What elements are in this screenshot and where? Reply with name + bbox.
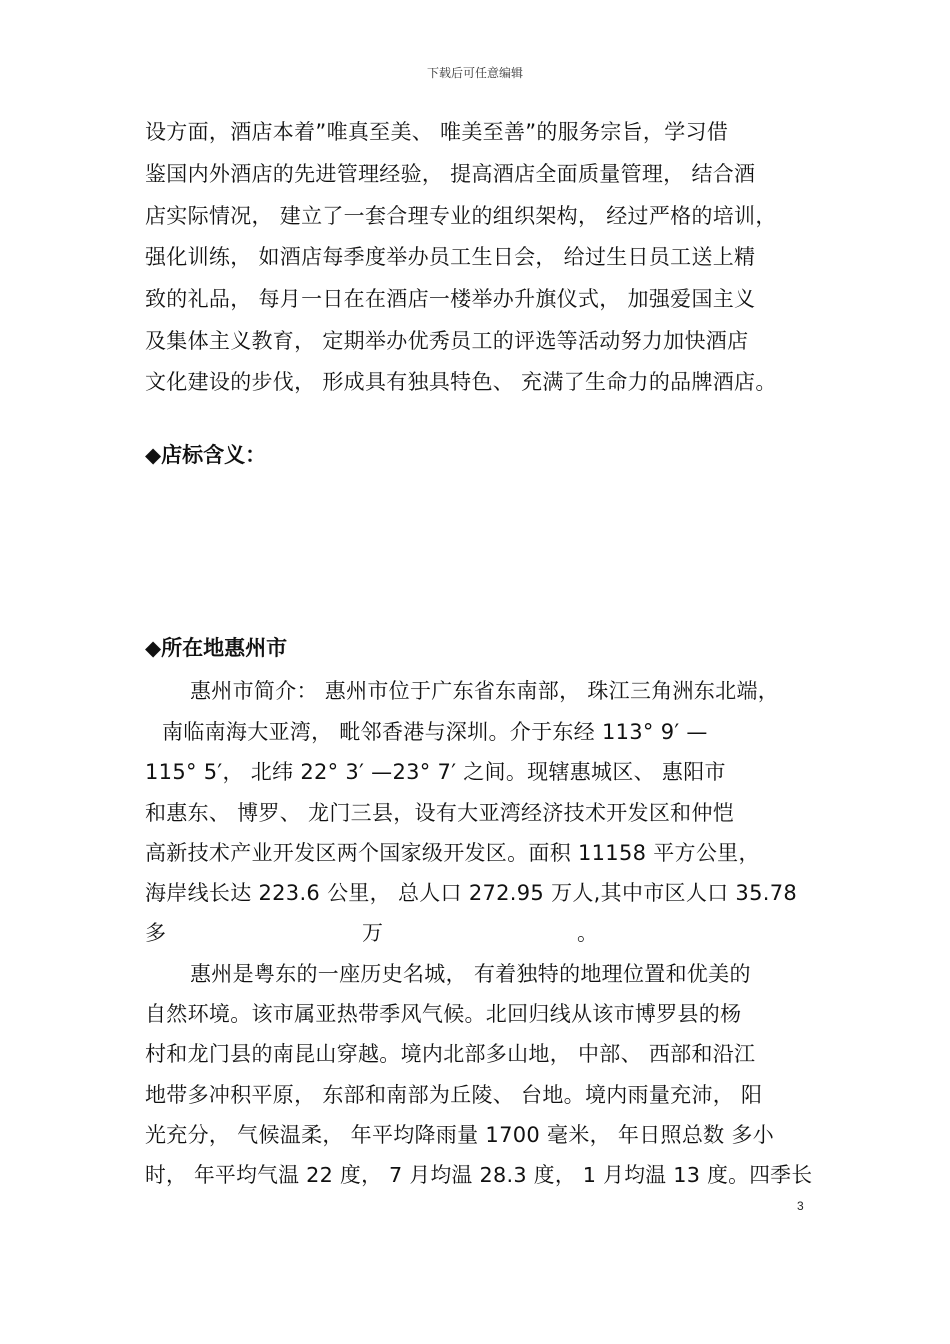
body-line: 强化训练， 如酒店每季度举办员工生日会， 给过生日员工送上精	[145, 245, 756, 269]
body-line: 店实际情况， 建立了一套合理专业的组织架构， 经过严格的培训，	[145, 204, 777, 228]
body-line: 光充分， 气候温柔， 年平均降雨量 1700 毫米， 年日照总数 多小	[145, 1123, 774, 1147]
body-line: 惠州是粤东的一座历史名城， 有着独特的地理位置和优美的	[190, 962, 751, 986]
body-line: 115° 5′， 北纬 22° 3′ —23° 7′ 之间。现辖惠城区、 惠阳市	[145, 760, 726, 784]
body-line-justified-part: 万	[362, 921, 384, 945]
body-line: 高新技术产业开发区两个国家级开发区。面积 11158 平方公里，	[145, 841, 760, 865]
body-line: 及集体主义教育， 定期举办优秀员工的评选等活动努力加快酒店	[145, 329, 749, 353]
body-line: 鉴国内外酒店的先进管理经验， 提高酒店全面质量管理， 结合酒	[145, 162, 756, 186]
body-line: 文化建设的步伐， 形成具有独具特色、 充满了生命力的品牌酒店。	[145, 370, 777, 394]
section-heading-city: ◆所在地惠州市	[145, 636, 288, 660]
section-heading-logo: ◆店标含义：	[145, 443, 267, 467]
body-line: 时， 年平均气温 22 度， 7 月均温 28.3 度， 1 月均温 13 度。四季长	[145, 1163, 813, 1187]
body-line-justified-part: 。	[577, 921, 599, 945]
body-line-justified-part: 多	[145, 921, 167, 945]
body-line: 自然环境。该市属亚热带季风气候。北回归线从该市博罗县的杨	[145, 1002, 742, 1026]
body-line: 惠州市简介： 惠州市位于广东省东南部， 珠江三角洲东北端，	[190, 679, 780, 703]
page-header: 下载后可任意编辑	[426, 66, 523, 80]
body-line: 村和龙门县的南昆山穿越。境内北部多山地， 中部、 西部和沿江	[145, 1042, 756, 1066]
body-line: 海岸线长达 223.6 公里， 总人口 272.95 万人,其中市区人口 35.78	[145, 881, 798, 905]
body-line: 和惠东、 博罗、 龙门三县，设有大亚湾经济技术开发区和仲恺	[145, 801, 735, 825]
body-line: 南临南海大亚湾， 毗邻香港与深圳。介于东经 113° 9′ —	[162, 720, 708, 744]
body-line: 设方面，酒店本着”唯真至美、 唯美至善”的服务宗旨，学习借	[145, 120, 729, 144]
body-line: 地带多冲积平原， 东部和南部为丘陵、 台地。境内雨量充沛， 阳	[145, 1083, 763, 1107]
page-number: 3	[797, 1199, 804, 1213]
body-line: 致的礼品， 每月一日在在酒店一楼举办升旗仪式， 加强爱国主义	[145, 287, 756, 311]
